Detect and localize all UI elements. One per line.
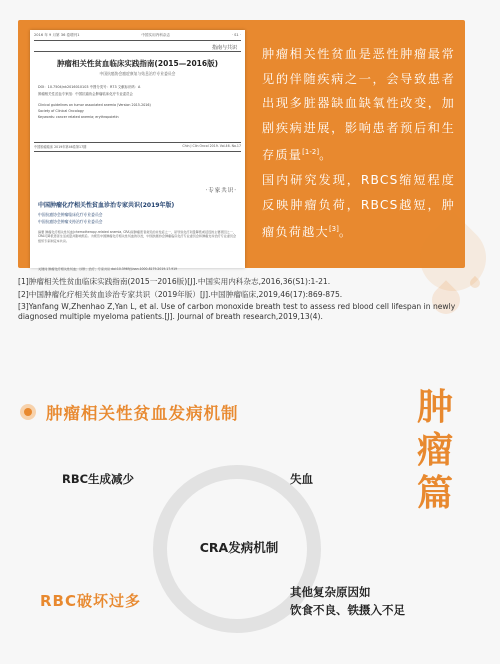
reference-item: [3]Yanfang W,Zhenhao Z,Yan L, et al. Use of carbon monoxide breath test to assess red blood cell lifespan in newly diagnosed multiple myeloma patients.[J]. Journal of breath research,2019,13(4). [18,302,456,321]
mechanism-center-label: CRA发病机制 [199,540,279,555]
hero-para-2-text: 国内研究发现，RBCS缩短程度反映肿瘤负荷，RBCS越短，肿瘤负荷越大 [262,173,455,240]
bullet-dot-icon [20,404,36,420]
doc-footer [34,144,241,149]
doc-header-rule [34,40,241,41]
side-title [410,386,460,515]
hero-para-1-text: 肿瘤相关性贫血是恶性肿瘤最常见的伴随疾病之一，会导致患者出现多脏器缺血缺氧性改变，加剧疾病进展，影响患者预后和生存质量 [262,47,455,163]
doc-author-2: 中国抗癌协会肿瘤支持治疗专业委员会 [38,219,103,224]
hero-paragraph-2 [262,168,455,245]
doc-consensus-tag: ·专家共识· [205,188,237,194]
doc-footer-right: Chin J Clin Oncol 2019. Vol.46. No.17 [182,144,241,148]
citation-1-2: [1-2] [302,148,320,157]
doc-section-label: 指南与共识 [211,45,237,51]
doc-header-left: 2016 年 9 月第 36 卷增刊1 [34,33,80,37]
mechanism-other-causes: 其他复杂原因如 [290,585,371,599]
mechanism-rbc-decrease: RBC生成减少 [62,472,135,486]
doc-title: 肿瘤相关性贫血临床实践指南(2015—2016版) [56,59,219,68]
mechanism-other-causes-detail: 饮食不良、铁摄入不足 [290,603,405,617]
hero-para-2-end: 。 [338,225,353,240]
citation-3: [3] [328,225,339,234]
doc-footer-left: 中国肿瘤临床 2019年第46卷第17期 [34,145,87,149]
doc-keywords: 关键词 肿瘤化疗相关性贫血；诊断；治疗；专家共识 doi:10.3969/j.issn.1000-8179.2019.17.919 [38,267,178,271]
side-title-char: 瘤 [416,430,453,471]
reference-item: [1]肿瘤相关性贫血临床实践指南(2015一2016版)[J].中国实用内科杂志,2016,36(S1):1-21. [18,277,331,286]
reference-item: [2]中国肿瘤化疗相关贫血诊治专家共识（2019年版）[J].中国肿瘤临床,2019,46(17):869-875. [18,289,343,299]
doc-abstract: 摘要 肿瘤化疗相关性贫血(chemotherapy-related anemia, CRA)是肿瘤患者常见的并发症之一，是导致化疗剂量降低或延迟的主要原因之一，CRA可降低患者生活质量并影响预后。为规范中国肿瘤化疗相关性贫血的诊治，中国抗癌协会肿瘤临床化疗专业委员会和肿瘤支持治疗专业委员会组织专家制定本共识。 [38,230,237,243]
doc-en-title: Clinical guidelines on tumor associated anemia (Version 2015-2016) [38,103,151,107]
doc-header-right: · S1 · [231,33,241,37]
doc-divider [34,142,241,143]
doc-running-header [34,33,241,38]
doc-contact: 肿瘤相关性贫血专家组：中国抗癌协会肿瘤临床化疗专业委员会 [38,92,133,96]
section-heading [20,400,239,424]
doc-title-2: 中国肿瘤化疗相关性贫血诊治专家共识(2019年版) [38,202,175,209]
mechanism-rbc-destruction: RBC破坏过多 [40,592,141,610]
doc-doi: DOI：10.7504/nk2016010103 中图分类号：R73 文献标识码：A [38,85,141,89]
side-title-char: 篇 [416,473,453,514]
guideline-document-image [30,30,245,271]
doc-en-group: Society of Clinical Oncology [38,109,84,113]
hero-paragraph-1 [262,42,455,168]
doc-footer-rule [34,151,241,152]
section-title: 肿瘤相关性贫血发病机制 [46,404,239,423]
hero-description [262,42,455,245]
doc-subtitle: 中国抗癌协会癌症康复与姑息治疗专业委员会 [99,71,176,76]
side-title-char: 肿 [416,387,453,428]
doc-section-rule [34,51,241,52]
hero-para-1-end: 。 [319,148,333,163]
doc-header-center: 中国实用内科杂志 [141,33,171,37]
doc-author-1: 中国抗癌协会肿瘤临床化疗专业委员会 [38,212,103,217]
mechanism-blood-loss: 失血 [290,472,313,486]
reference-list [18,277,480,324]
doc-en-keywords: Keywords: cancer related anemia; erythropoietin [38,115,119,119]
